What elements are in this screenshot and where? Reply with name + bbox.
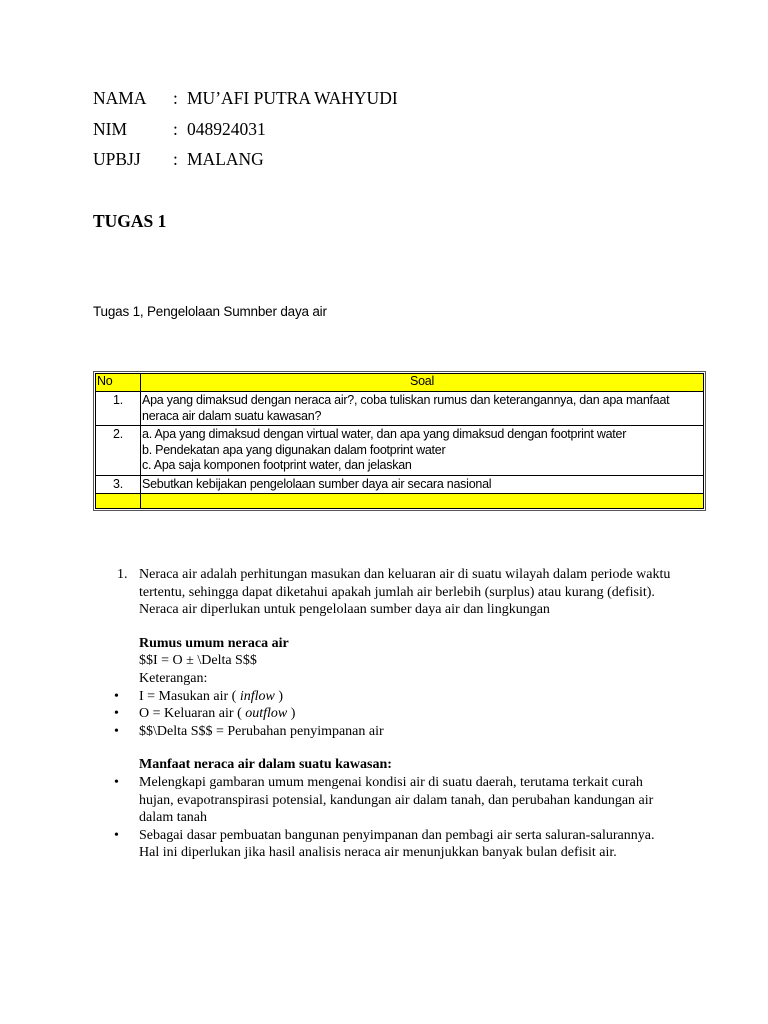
upbjj-value: MALANG <box>187 149 264 169</box>
bullet-icon: • <box>114 688 119 704</box>
keterangan-pre: I = Masukan air ( <box>139 688 240 704</box>
rumus-formula: $$I = O ± \Delta S$$ <box>139 653 257 669</box>
upbjj-label: UPBJJ <box>93 149 141 169</box>
keterangan-text <box>139 705 673 723</box>
upbjj-separator: : <box>173 149 178 169</box>
page-title: TUGAS 1 <box>93 211 167 231</box>
manfaat-heading: Manfaat neraca air dalam suatu kawasan: <box>139 757 392 773</box>
keterangan-text <box>139 688 673 706</box>
table-row <box>96 392 704 426</box>
answer-number <box>93 566 139 619</box>
manfaat-text: Melengkapi gambaran umum mengenai kondisi air di suatu daerah, terutama terkait curah hujan, evapotranspirasi potensial, kandungan air dalam tanah, dan perubahan kandungan air dalam tanah <box>139 774 654 826</box>
header-soal: Soal <box>141 374 704 392</box>
list-item <box>93 827 673 862</box>
question-line: Sebutkan kebijakan pengelolaan sumber daya air secara nasional <box>142 476 492 491</box>
keterangan-text <box>139 723 673 741</box>
bullet-icon: • <box>114 774 119 790</box>
manfaat-text: Sebagai dasar pembuatan bangunan penyimpanan dan pembagi air serta saluran-salurannya. Hal ini diperlukan jika hasil analisis neraca air menunjukkan banyak bulan defisit air. <box>139 827 655 861</box>
question-line: c. Apa saja komponen footprint water, dan jelaskan <box>142 458 412 472</box>
keterangan-emphasis: outflow <box>245 706 288 722</box>
bullet-icon: • <box>114 723 119 739</box>
keterangan-post: ) <box>287 706 296 722</box>
footer-cell <box>141 494 704 509</box>
footer-cell <box>96 494 141 509</box>
keterangan-pre: $$\Delta S$$ = Perubahan penyimpanan air <box>139 723 384 739</box>
question-line: a. Apa yang dimaksud dengan virtual water, dan apa yang dimaksud dengan footprint water <box>142 427 627 441</box>
spacer <box>93 740 673 756</box>
table-footer-row <box>96 494 704 509</box>
manfaat-list <box>93 774 673 862</box>
keterangan-emphasis: inflow <box>239 688 275 704</box>
nama-label: NAMA <box>93 88 147 108</box>
question-line: b. Pendekatan apa yang digunakan dalam footprint water <box>142 442 446 457</box>
table-row <box>96 426 704 476</box>
row-number: 1. <box>96 392 141 426</box>
rumus-heading: Rumus umum neraca air <box>139 635 289 651</box>
row-question <box>141 392 704 426</box>
nim-label: NIM <box>93 118 128 139</box>
nim-separator: : <box>173 118 178 139</box>
answer-item <box>93 566 673 619</box>
identity-row-nim <box>93 117 398 148</box>
identity-row-nama <box>93 86 398 117</box>
bullet-icon: • <box>114 827 119 843</box>
keterangan-list <box>93 688 673 741</box>
assignment-subtitle: Tugas 1, Pengelolaan Sumnber daya air <box>93 304 327 319</box>
answer-intro: Neraca air adalah perhitungan masukan dan keluaran air di suatu wilayah dalam periode waktu tertentu, sehingga dapat diketahui apakah jumlah air berlebih (surplus) atau kurang (defisit). Neraca air diperlukan untuk pengelolaan sumber daya air dan lingkungan <box>139 567 671 618</box>
list-item <box>93 688 673 706</box>
question-line: Apa yang dimaksud dengan neraca air?, coba tuliskan rumus dan keterangannya, dan apa manfaat <box>142 393 670 407</box>
row-number: 2. <box>96 426 141 476</box>
list-item <box>93 774 673 827</box>
nama-value: MU’AFI PUTRA WAHYUDI <box>187 88 398 108</box>
list-item <box>93 723 673 741</box>
answer-section <box>93 566 673 862</box>
spacer <box>93 619 673 635</box>
question-table <box>95 373 704 509</box>
student-identity <box>93 86 398 178</box>
nama-separator: : <box>173 88 178 108</box>
row-number: 3. <box>96 475 141 494</box>
bullet-icon: • <box>114 706 119 722</box>
keterangan-post: ) <box>274 688 283 704</box>
keterangan-pre: O = Keluaran air ( <box>139 706 246 722</box>
nim-value: 048924031 <box>187 118 266 139</box>
question-line: neraca air dalam suatu kawasan? <box>142 408 322 423</box>
table-row <box>96 475 704 494</box>
header-no: No <box>96 374 141 392</box>
list-item <box>93 705 673 723</box>
keterangan-label: Keterangan: <box>139 670 208 686</box>
answer-number-text: 1. <box>117 567 128 582</box>
table-header-row <box>96 374 704 392</box>
row-question <box>141 475 704 494</box>
identity-row-upbjj <box>93 147 398 178</box>
question-table-frame <box>93 371 706 511</box>
row-question <box>141 426 704 476</box>
